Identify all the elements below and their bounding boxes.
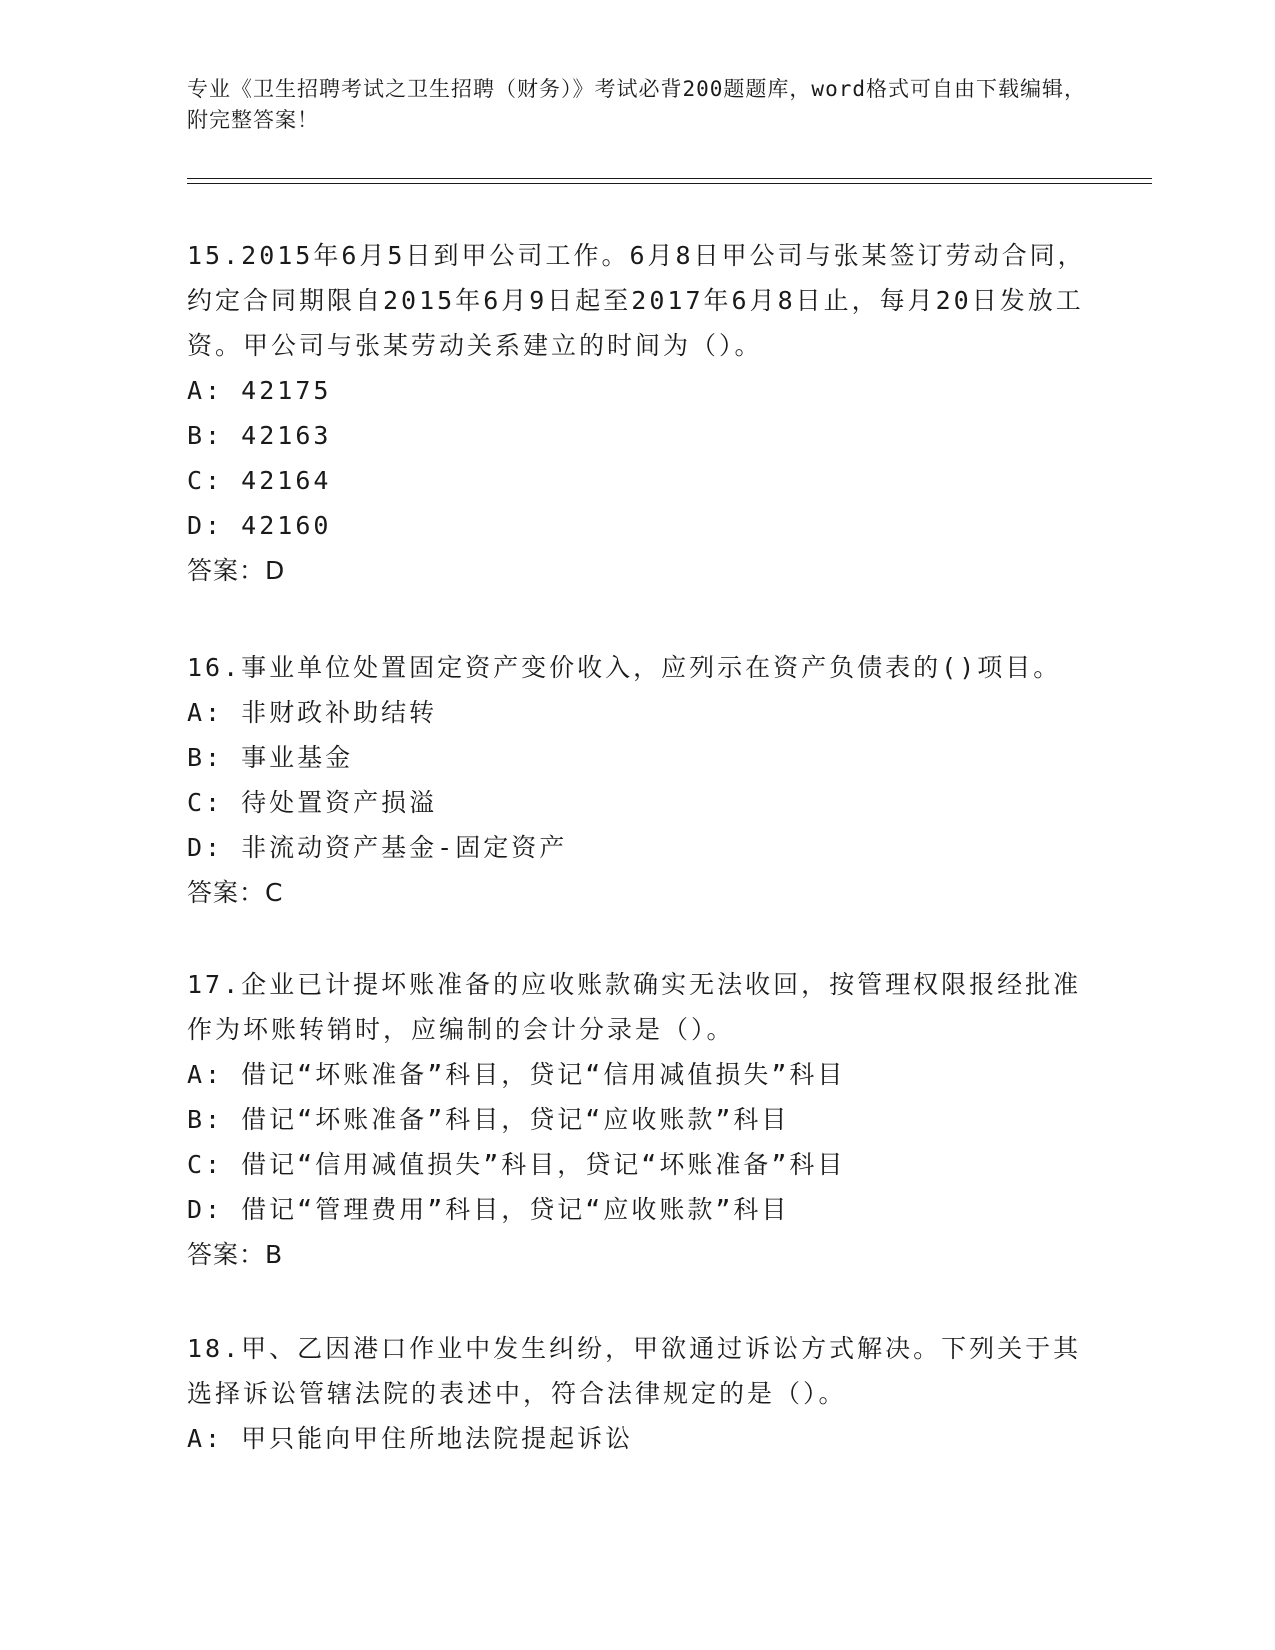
option-d xyxy=(187,825,1087,870)
header-divider-bottom xyxy=(187,183,1152,184)
option-text: 甲只能向甲住所地法院提起诉讼 xyxy=(241,1424,634,1453)
option-key: C: xyxy=(187,466,224,495)
option-d xyxy=(187,503,1087,548)
option-a xyxy=(187,1416,1087,1461)
option-key: D: xyxy=(187,1195,224,1224)
option-a xyxy=(187,1052,1087,1097)
option-b xyxy=(187,1097,1087,1142)
option-text: 非财政补助结转 xyxy=(241,698,438,727)
question-stem: 18.甲、乙因港口作业中发生纠纷，甲欲通过诉讼方式解决。下列关于其选择诉讼管辖法院的表述中，符合法律规定的是（）。 xyxy=(187,1334,1082,1408)
option-key: A: xyxy=(187,1060,224,1089)
question-stem: 17.企业已计提坏账准备的应收账款确实无法收回，按管理权限报经批准作为坏账转销时，应编制的会计分录是（）。 xyxy=(187,970,1082,1044)
option-key: A: xyxy=(187,376,224,405)
header-divider-top xyxy=(187,178,1152,179)
answer-line: 答案：B xyxy=(187,1240,284,1269)
option-key: C: xyxy=(187,788,224,817)
option-text: 借记“信用减值损失”科目，贷记“坏账准备”科目 xyxy=(241,1150,846,1179)
question-18 xyxy=(187,1326,1087,1461)
option-key: B: xyxy=(187,1105,224,1134)
option-text: 事业基金 xyxy=(241,743,354,772)
question-16 xyxy=(187,645,1087,915)
option-key: A: xyxy=(187,1424,224,1453)
option-key: D: xyxy=(187,511,224,540)
option-text: 借记“管理费用”科目，贷记“应收账款”科目 xyxy=(241,1195,790,1224)
option-text: 待处置资产损溢 xyxy=(241,788,438,817)
option-b xyxy=(187,735,1087,780)
option-key: D: xyxy=(187,833,224,862)
document-title: 专业《卫生招聘考试之卫生招聘（财务）》考试必背200题题库，word格式可自由下载编辑，附完整答案！ xyxy=(187,77,1086,132)
option-a xyxy=(187,690,1087,735)
option-key: A: xyxy=(187,698,224,727)
option-text: 42160 xyxy=(241,511,332,540)
question-17 xyxy=(187,962,1087,1277)
option-c xyxy=(187,780,1087,825)
option-b xyxy=(187,413,1087,458)
option-c xyxy=(187,458,1087,503)
question-15 xyxy=(187,233,1087,593)
option-c xyxy=(187,1142,1087,1187)
option-key: C: xyxy=(187,1150,224,1179)
option-key: B: xyxy=(187,421,224,450)
option-d xyxy=(187,1187,1087,1232)
option-text: 借记“坏账准备”科目，贷记“应收账款”科目 xyxy=(241,1105,790,1134)
option-text: 非流动资产基金-固定资产 xyxy=(241,833,568,862)
answer-line: 答案：D xyxy=(187,556,286,585)
option-a xyxy=(187,368,1087,413)
option-text: 42164 xyxy=(241,466,332,495)
option-text: 借记“坏账准备”科目，贷记“信用减值损失”科目 xyxy=(241,1060,846,1089)
answer-line: 答案：C xyxy=(187,878,284,907)
option-text: 42175 xyxy=(241,376,332,405)
question-stem: 15.2015年6月5日到甲公司工作。6月8日甲公司与张某签订劳动合同，约定合同期限自2015年6月9日起至2017年6月8日止，每月20日发放工资。甲公司与张某劳动关系建立的时间为（）。 xyxy=(187,241,1086,360)
option-text: 42163 xyxy=(241,421,332,450)
question-stem: 16.事业单位处置固定资产变价收入，应列示在资产负债表的()项目。 xyxy=(187,653,1062,682)
option-key: B: xyxy=(187,743,224,772)
